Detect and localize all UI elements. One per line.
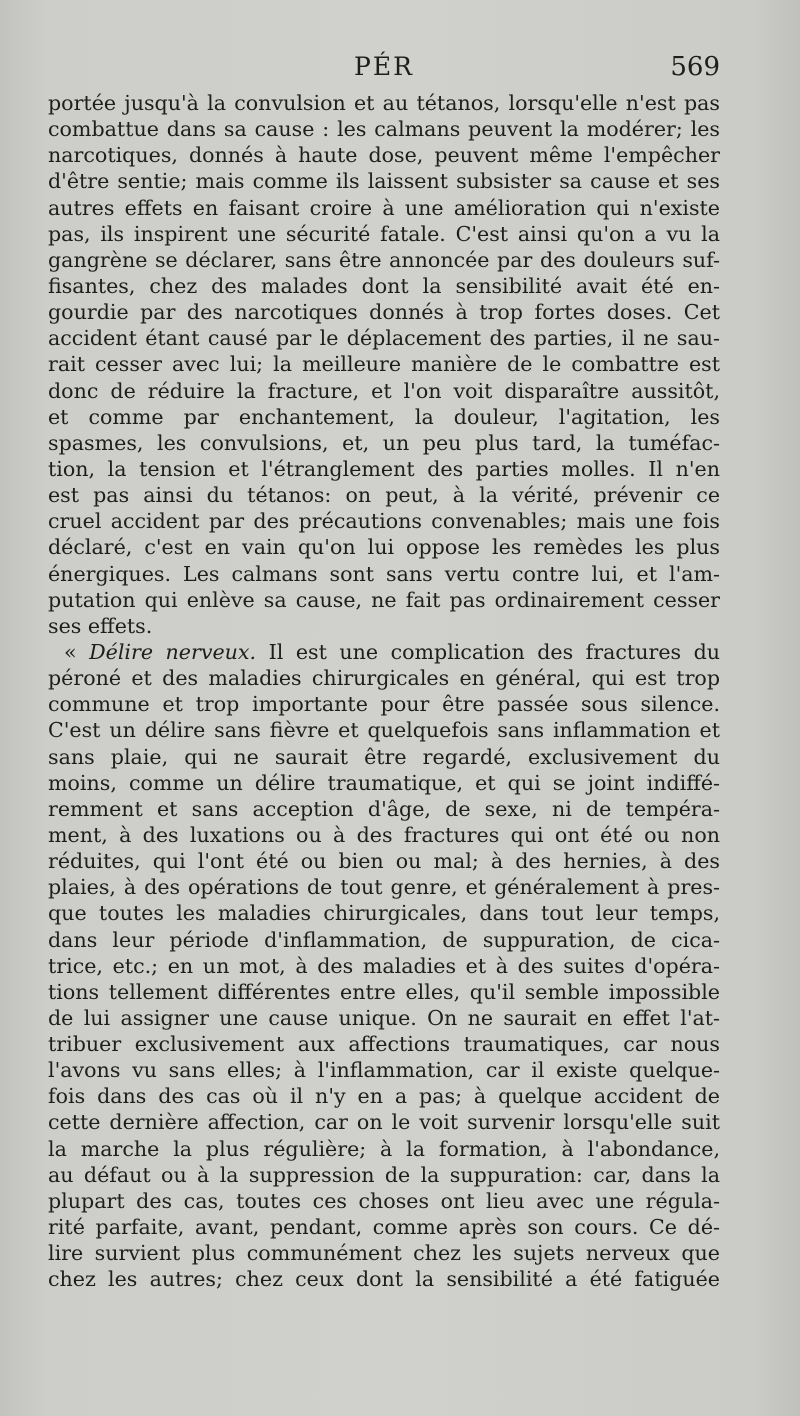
text-line: au défaut ou à la suppression de la suppuration: car, dans la	[48, 1162, 720, 1187]
text-line: rait cesser avec lui; la meilleure manière de le combattre est	[48, 352, 720, 377]
text-line: spasmes, les convulsions, et, un peu plus tard, la tuméfac-	[48, 430, 720, 455]
text-line: tion, la tension et l'étranglement des parties molles. Il n'en	[48, 456, 720, 481]
text-line: dans leur période d'inflammation, de suppuration, de cica-	[48, 927, 720, 952]
text-line: est pas ainsi du tétanos: on peut, à la vérité, prévenir ce	[48, 483, 720, 508]
text-line: gourdie par des narcotiques donnés à trop fortes doses. Cet	[48, 300, 720, 325]
body-text	[48, 90, 720, 1292]
section-heading: Délire nerveux.	[89, 639, 257, 664]
text-line: réduites, qui l'ont été ou bien ou mal; à des hernies, à des	[48, 849, 720, 874]
text-line: moins, comme un délire traumatique, et qui se joint indiffé-	[48, 770, 720, 795]
text-line: ment, à des luxations ou à des fractures qui ont été ou non	[48, 822, 720, 847]
running-head: PÉR	[354, 52, 414, 81]
text-line	[48, 639, 720, 665]
text-line: tribuer exclusivement aux affections traumatiques, car nous	[48, 1032, 720, 1057]
text-line: pas, ils inspirent une sécurité fatale. C'est ainsi qu'on a vu la	[48, 221, 720, 246]
text-line: tions tellement différentes entre elles, qu'il semble impossible	[48, 979, 720, 1004]
text-line: de lui assigner une cause unique. On ne saurait en effet l'at-	[48, 1005, 720, 1030]
text-line: trice, etc.; en un mot, à des maladies et à des suites d'opéra-	[48, 953, 720, 978]
text-line: fisantes, chez des malades dont la sensibilité avait été en-	[48, 273, 720, 298]
text-line: déclaré, c'est en vain qu'on lui oppose les remèdes les plus	[48, 535, 720, 560]
text-line: d'être sentie; mais comme ils laissent subsister sa cause et ses	[48, 169, 720, 194]
text-line: accident étant causé par le déplacement des parties, il ne sau-	[48, 326, 720, 351]
text-line: péroné et des maladies chirurgicales en général, qui est trop	[48, 666, 720, 691]
text-line: la marche la plus régulière; à la formation, à l'abondance,	[48, 1136, 720, 1161]
text-line: donc de réduire la fracture, et l'on voit disparaître aussitôt,	[48, 378, 720, 403]
text-line: autres effets en faisant croire à une amélioration qui n'existe	[48, 195, 720, 220]
text-line: énergiques. Les calmans sont sans vertu contre lui, et l'am-	[48, 561, 720, 586]
text-line: que toutes les maladies chirurgicales, dans tout leur temps,	[48, 901, 720, 926]
paragraph-delire-nerveux	[48, 639, 720, 1293]
text-line: putation qui enlève sa cause, ne fait pas ordinairement cesser	[48, 587, 720, 612]
opening-quote: «	[64, 639, 77, 664]
text-line: et comme par enchantement, la douleur, l'agitation, les	[48, 404, 720, 429]
text-line: plaies, à des opérations de tout genre, et généralement à pres-	[48, 875, 720, 900]
text-line: remment et sans acception d'âge, de sexe, ni de tempéra-	[48, 796, 720, 821]
text-line: cruel accident par des précautions convenables; mais une fois	[48, 509, 720, 534]
heading-line-text: Il est une complication des fractures du	[268, 639, 720, 664]
text-line: chez les autres; chez ceux dont la sensibilité a été fatiguée	[48, 1267, 720, 1292]
text-line: plupart des cas, toutes ces choses ont lieu avec une régula-	[48, 1188, 720, 1213]
page-number: 569	[670, 52, 720, 82]
text-line: C'est un délire sans fièvre et quelquefois sans inflammation et	[48, 718, 720, 743]
text-line: fois dans des cas où il n'y en a pas; à quelque accident de	[48, 1084, 720, 1109]
page-header	[48, 52, 720, 88]
text-line: lire survient plus communément chez les sujets nerveux que	[48, 1241, 720, 1266]
text-line: gangrène se déclarer, sans être annoncée par des douleurs suf-	[48, 247, 720, 272]
text-line: combattue dans sa cause : les calmans peuvent la modérer; les	[48, 117, 720, 142]
text-line: l'avons vu sans elles; à l'inflammation, car il existe quelque-	[48, 1058, 720, 1083]
text-line: commune et trop importante pour être passée sous silence.	[48, 692, 720, 717]
text-line: portée jusqu'à la convulsion et au tétanos, lorsqu'elle n'est pas	[48, 91, 720, 115]
text-line: narcotiques, donnés à haute dose, peuvent même l'empêcher	[48, 143, 720, 168]
text-line: rité parfaite, avant, pendant, comme après son cours. Ce dé-	[48, 1215, 720, 1240]
text-line: cette dernière affection, car on le voit survenir lorsqu'elle suit	[48, 1110, 720, 1135]
text-line: sans plaie, qui ne saurait être regardé, exclusivement du	[48, 744, 720, 769]
text-line: ses effets.	[48, 613, 153, 638]
paragraph-fracture-pain	[48, 90, 720, 639]
